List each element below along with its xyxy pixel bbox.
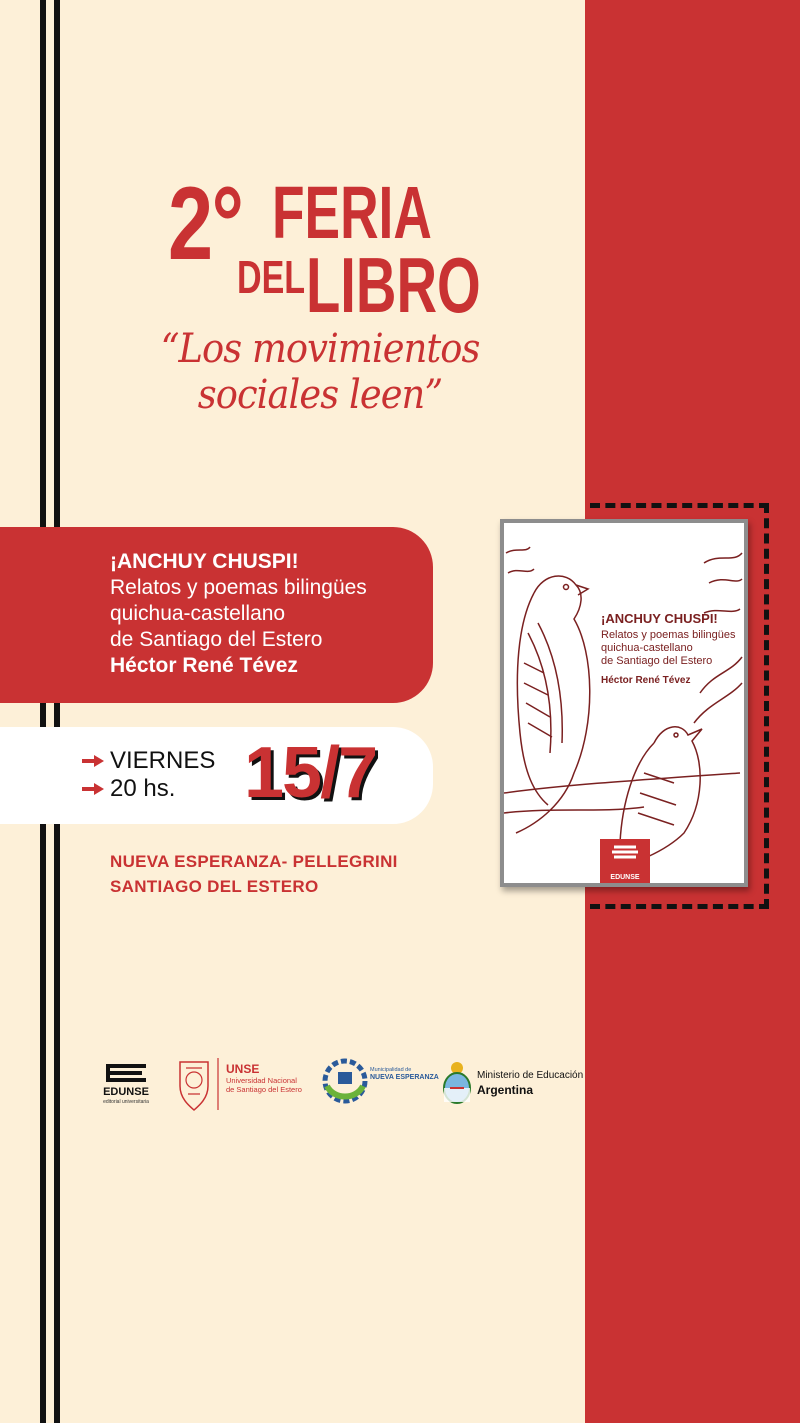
vertical-line-left [40, 0, 46, 1423]
book-info-panel [0, 527, 433, 703]
municipalidad-line: Municipalidad de [370, 1067, 412, 1073]
cover-edunse-logo: EDUNSE [600, 839, 650, 887]
event-time: 20 hs. [110, 775, 176, 802]
book-cover [500, 519, 748, 887]
event-date: 15/7 [244, 733, 377, 813]
headline-number: 2° [168, 166, 243, 282]
unse-crest-icon [174, 1056, 222, 1112]
argentina-coat-of-arms-icon [440, 1058, 474, 1106]
cover-author: Héctor René Tévez [601, 675, 691, 686]
headline-libro: LIBRO [306, 241, 481, 329]
cover-subtitle-line: Relatos y poemas bilingües [601, 629, 736, 641]
municipalidad-emblem-icon [322, 1058, 368, 1104]
unse-line: Universidad Nacional [226, 1076, 297, 1085]
edunse-mark-icon [600, 839, 650, 869]
arrow-right-icon [82, 755, 104, 767]
unse-line: de Santiago del Estero [226, 1085, 302, 1094]
event-day: VIERNES [110, 747, 216, 774]
date-panel [0, 727, 433, 824]
book-subtitle-line: de Santiago del Estero [110, 628, 323, 651]
book-title: ¡ANCHUY CHUSPI! [110, 550, 299, 573]
municipalidad-logo [322, 1058, 439, 1106]
cover-title: ¡ANCHUY CHUSPI! [601, 611, 718, 626]
arrow-right-icon [82, 783, 104, 795]
headline-feria: FERIA [272, 171, 432, 254]
ministerio-country: Argentina [477, 1083, 534, 1097]
ministerio-line: Ministerio de Educación [477, 1070, 584, 1081]
book-subtitle-line: Relatos y poemas bilingües [110, 576, 367, 599]
ministerio-logo [440, 1058, 590, 1106]
bird-illustration [504, 523, 744, 883]
edunse-mark-icon [100, 1060, 152, 1086]
unse-logo [174, 1056, 304, 1112]
edunse-name: EDUNSE [103, 1086, 149, 1098]
book-subtitle-line: quichua-castellano [110, 602, 286, 625]
municipalidad-name: NUEVA ESPERANZA [370, 1074, 439, 1081]
location-line: SANTIAGO DEL ESTERO [110, 877, 319, 896]
cover-subtitle-line: quichua-castellano [601, 642, 693, 654]
book-author: Héctor René Tévez [110, 654, 298, 677]
cover-subtitle-line: de Santiago del Estero [601, 655, 713, 667]
headline-subtitle: “Los movimientos sociales leen” [160, 326, 480, 418]
unse-name: UNSE [226, 1062, 260, 1076]
edunse-subtitle: editorial universitaria [103, 1099, 149, 1105]
edunse-logo [100, 1060, 152, 1110]
headline-del: DEL [237, 251, 306, 303]
vertical-line-right [54, 0, 60, 1423]
location-line: NUEVA ESPERANZA- PELLEGRINI [110, 852, 398, 871]
